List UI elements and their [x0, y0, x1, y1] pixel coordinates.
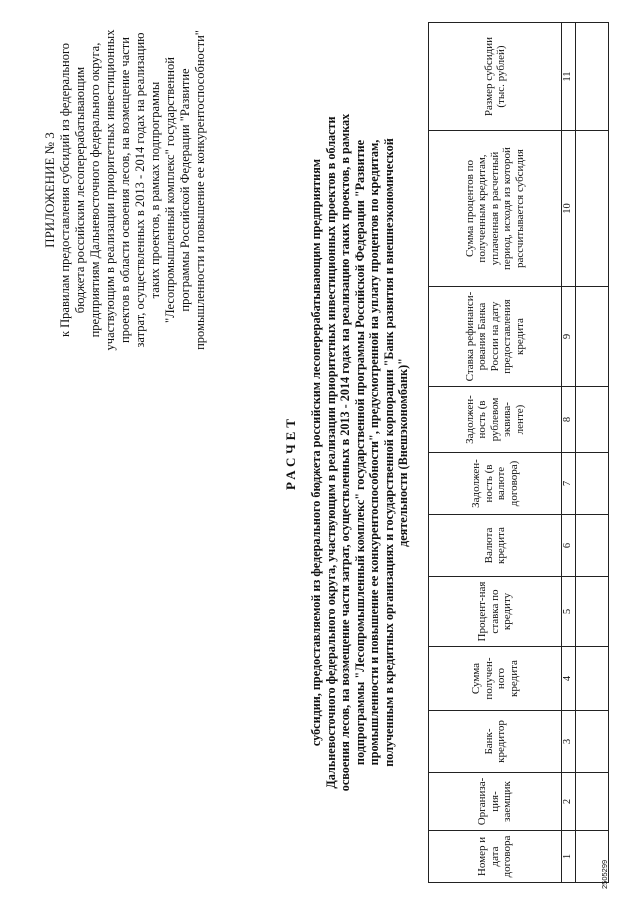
title-line: подпрограммы "Лесопромышленный комплекс" государственной программы Российской Федерации "Развитие	[352, 139, 367, 766]
header-cell: Сумма процентов по полученным кредитам, уплаченная в расчетный период, исходя из которой рассчитывается субсидия	[429, 131, 562, 287]
title-line: полученным в кредитных организациях и государственной корпорации "Банк развития и внешнеэкономической	[381, 138, 396, 767]
column-number: 7	[562, 453, 576, 515]
document-title	[283, 30, 411, 875]
appendix-line: затрат, осуществленных в 2013 - 2014 годах на реализацию	[133, 32, 147, 348]
title-line: субсидии, предоставляемой из федерального бюджета российским лесоперерабатывающим предприятиям	[309, 158, 323, 747]
column-number: 1	[562, 831, 576, 883]
title-line: Дальневосточного федерального округа, участвующим в реализации приоритетных инвестиционных проектов в области	[323, 116, 338, 789]
calculation-table	[428, 22, 609, 883]
table-header-row	[429, 23, 562, 883]
title-line: деятельности (Внешэкономбанк)"	[396, 358, 410, 547]
column-number: 2	[562, 773, 576, 831]
appendix-line: таких проектов, в рамках подпрограммы	[148, 81, 162, 299]
document-number: 2505299	[600, 859, 609, 889]
table-cell	[575, 131, 608, 287]
table-cell	[575, 577, 608, 647]
appendix-line: промышленности и повышение ее конкурентоспособности"	[193, 30, 207, 350]
table-cell	[575, 515, 608, 577]
column-number: 5	[562, 577, 576, 647]
header-cell: Сумма получен-ного кредита	[429, 647, 562, 711]
table-number-row	[562, 23, 576, 883]
appendix-line: предприятиям Дальневосточного федерального округа,	[88, 42, 102, 338]
appendix-block	[42, 20, 208, 360]
appendix-label: ПРИЛОЖЕНИЕ № 3	[42, 132, 57, 248]
table-cell	[575, 287, 608, 387]
table-cell	[575, 387, 608, 453]
table-cell	[575, 773, 608, 831]
appendix-line: "Лесопромышленный комплекс" государственной	[163, 57, 177, 323]
appendix-line: к Правилам предоставления субсидий из федерального	[58, 42, 72, 338]
appendix-line: бюджета российским лесоперерабатывающим	[73, 66, 87, 314]
column-number: 8	[562, 387, 576, 453]
column-number: 9	[562, 287, 576, 387]
table-cell	[575, 711, 608, 773]
column-number: 11	[562, 23, 576, 131]
appendix-line: программы Российской Федерации "Развитие	[178, 68, 192, 312]
header-cell: Задолжен-ность (в рублевом эквива-ленте)	[429, 387, 562, 453]
header-cell: Задолжен-ность (в валюте договора)	[429, 453, 562, 515]
header-cell: Номер и дата договора	[429, 831, 562, 883]
title-line: освоения лесов, на возмещение части затрат, осуществленных в 2013 - 2014 годах на реализацию таких проектов, в рамках	[338, 113, 352, 792]
header-cell: Ставка рефинанси-рования Банка России на дату предоставления кредита	[429, 287, 562, 387]
header-cell: Банк-кредитор	[429, 711, 562, 773]
header-cell: Процент-ная ставка по кредиту	[429, 577, 562, 647]
table-cell	[575, 23, 608, 131]
column-number: 3	[562, 711, 576, 773]
header-cell: Организа-ция-заемщик	[429, 773, 562, 831]
column-number: 4	[562, 647, 576, 711]
appendix-line: проектов в области освоения лесов, на возмещение части	[118, 37, 132, 343]
table-cell	[575, 647, 608, 711]
appendix-line: участвующим в реализации приоритетных инвестиционных	[103, 29, 117, 351]
header-cell: Валюта кредита	[429, 515, 562, 577]
column-number: 10	[562, 131, 576, 287]
column-number: 6	[562, 515, 576, 577]
table-row	[575, 23, 608, 883]
title-line: промышленности и повышение ее конкурентоспособности", предусмотренной на уплату процентов по кредитам,	[367, 139, 381, 766]
title-text	[309, 30, 411, 875]
title-heading: РАСЧЕТ	[283, 415, 298, 490]
table-cell	[575, 453, 608, 515]
header-cell: Размер субсидии (тыс. рублей)	[429, 23, 562, 131]
